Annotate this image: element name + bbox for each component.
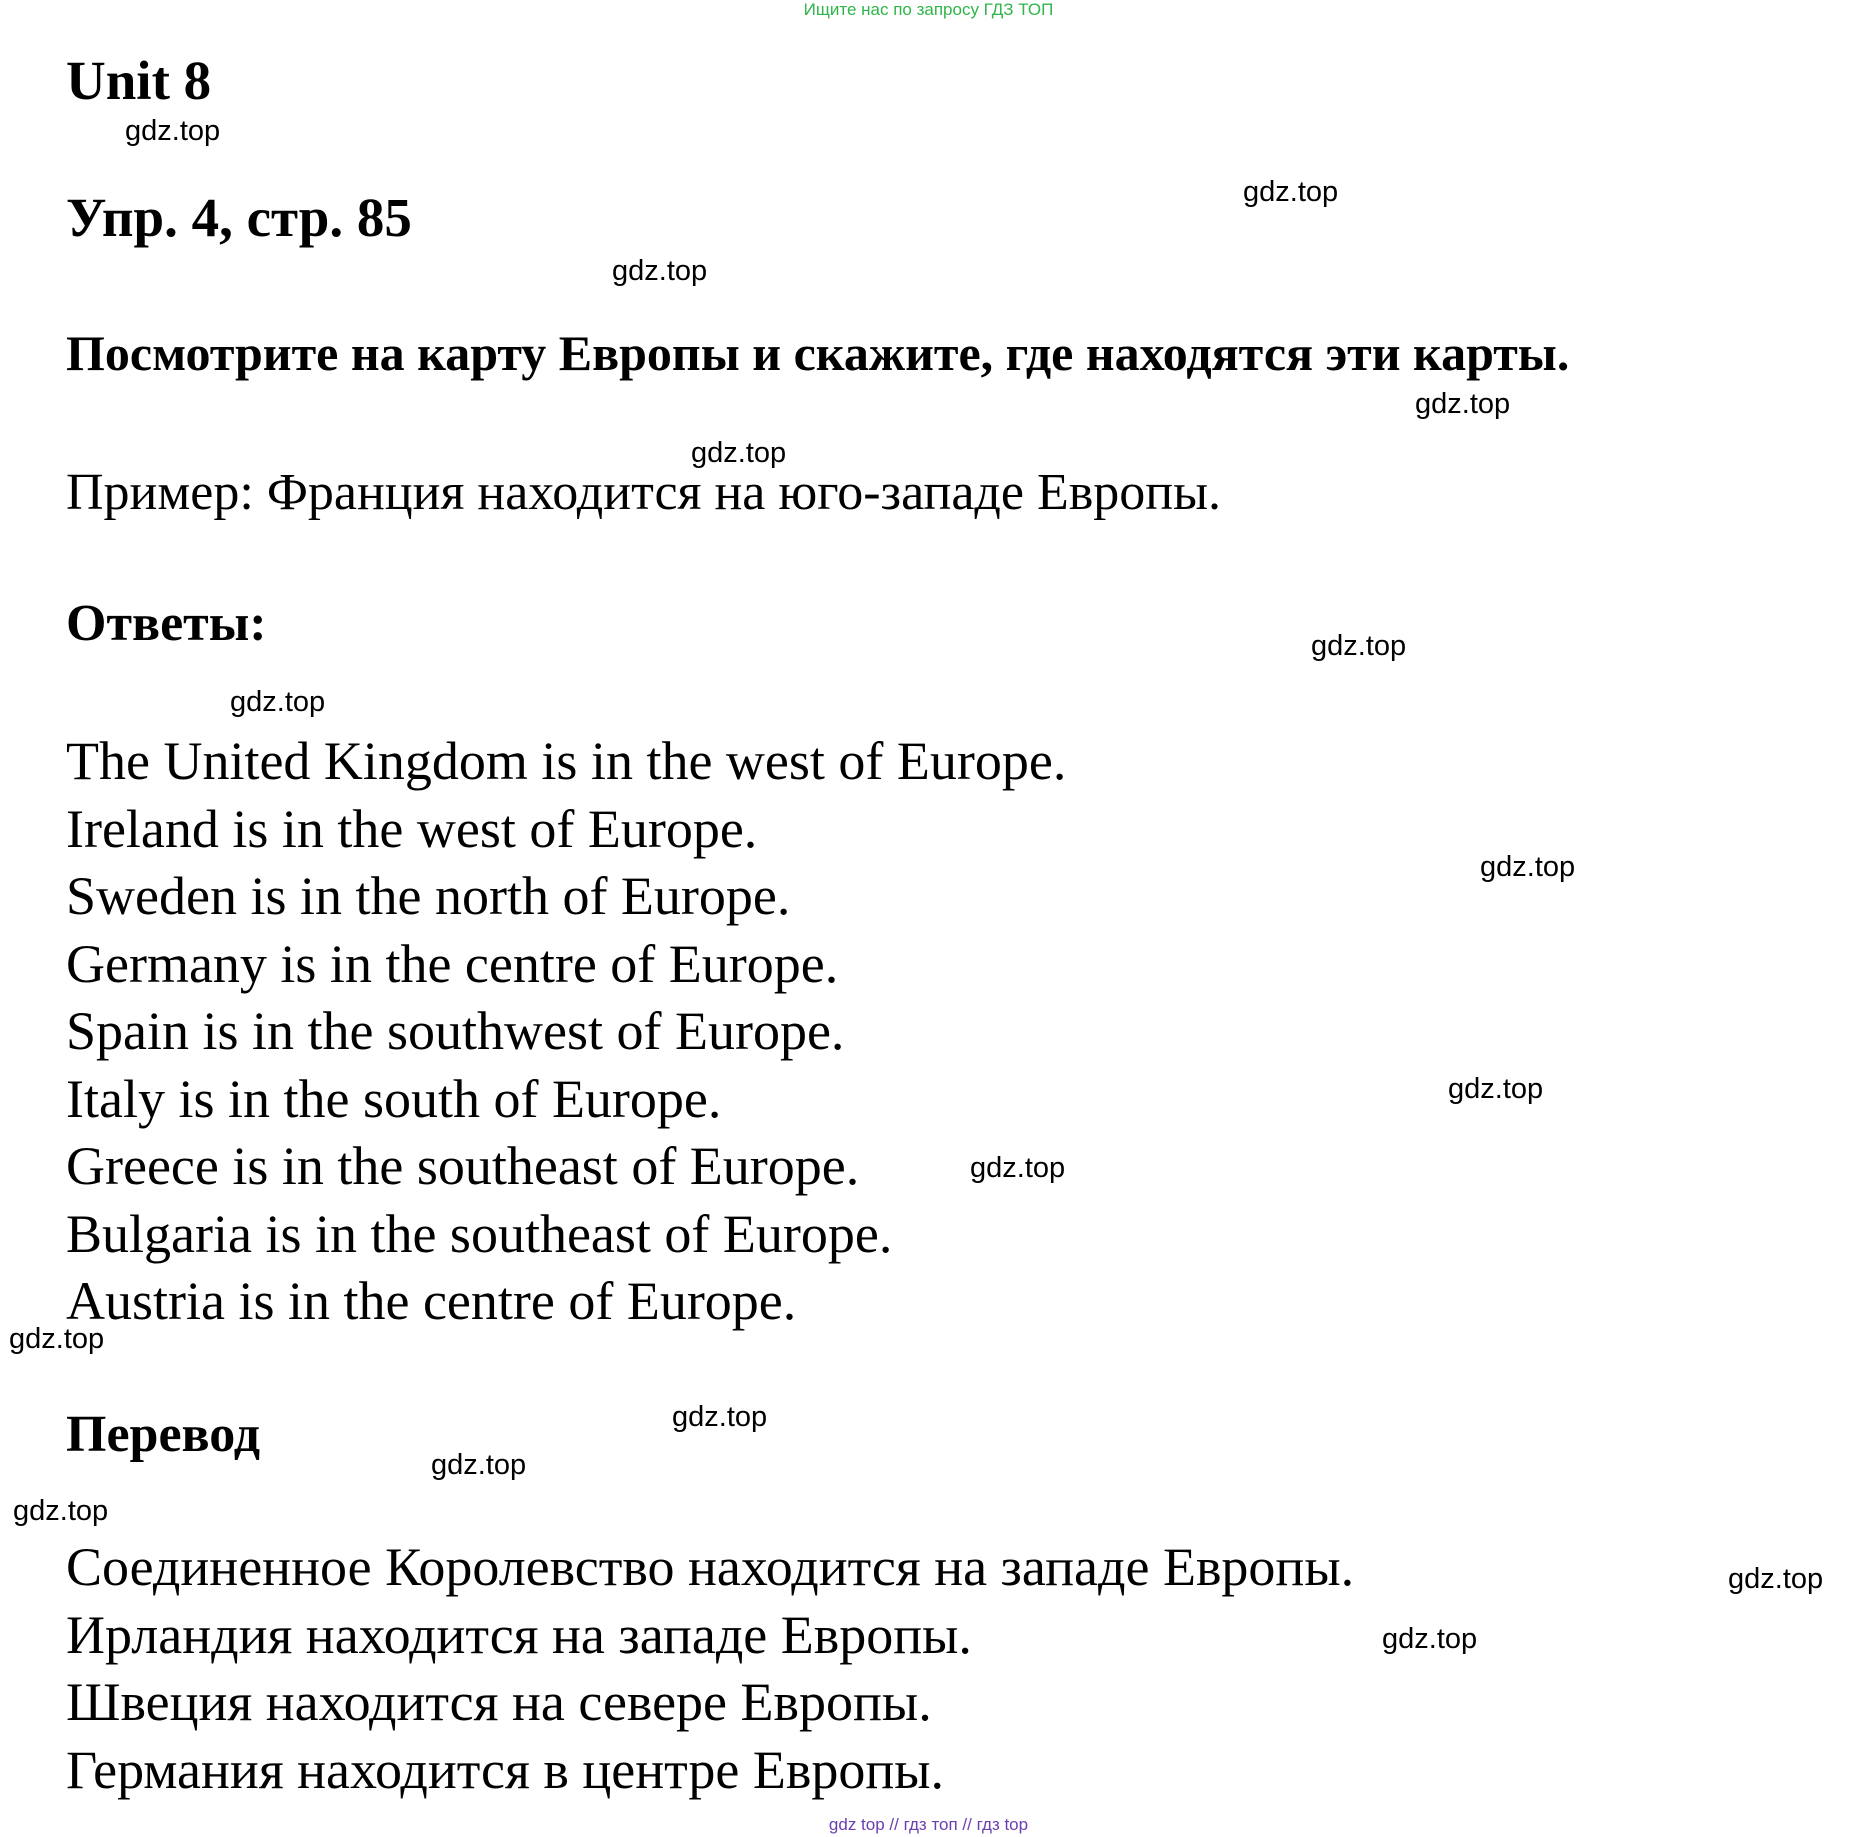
translation-line: Германия находится в центре Европы. bbox=[66, 1739, 945, 1800]
watermark: gdz.top bbox=[125, 115, 221, 147]
watermark: gdz.top bbox=[1311, 630, 1407, 662]
example-sentence: Пример: Франция находится на юго-западе Европы. bbox=[66, 464, 1222, 521]
watermark: gdz.top bbox=[970, 1152, 1066, 1184]
answer-line: Italy is in the south of Europe. bbox=[66, 1068, 722, 1129]
watermark: gdz.top bbox=[1480, 851, 1576, 883]
footer-links: gdz top // гдз топ // гдз top bbox=[828, 1815, 1029, 1834]
translation-heading: Перевод bbox=[66, 1406, 261, 1463]
answer-line: The United Kingdom is in the west of Europe. bbox=[66, 731, 1067, 791]
watermark: gdz.top bbox=[13, 1495, 109, 1527]
answer-line: Greece is in the southeast of Europe. bbox=[66, 1136, 860, 1196]
translation-line: Соединенное Королевство находится на западе Европы. bbox=[66, 1537, 1355, 1597]
answer-line: Bulgaria is in the southeast of Europe. bbox=[66, 1203, 893, 1264]
watermark: gdz.top bbox=[1243, 176, 1339, 208]
watermark: gdz.top bbox=[612, 255, 708, 287]
watermark: gdz.top bbox=[1415, 388, 1511, 420]
answer-line: Ireland is in the west of Europe. bbox=[66, 798, 758, 859]
watermark: gdz.top bbox=[691, 437, 787, 469]
top-banner: Ищите нас по запросу ГДЗ ТОП bbox=[803, 0, 1054, 19]
answer-line: Spain is in the southwest of Europe. bbox=[66, 1001, 845, 1061]
answer-line: Austria is in the centre of Europe. bbox=[66, 1271, 797, 1331]
watermark: gdz.top bbox=[672, 1401, 768, 1433]
answer-line: Sweden is in the north of Europe. bbox=[66, 866, 791, 926]
watermark: gdz.top bbox=[1728, 1563, 1824, 1595]
unit-title: Unit 8 bbox=[66, 50, 212, 111]
task-instruction: Посмотрите на карту Европы и скажите, где находятся эти карты. bbox=[66, 325, 1570, 381]
answers-list bbox=[66, 728, 1066, 1336]
translation-list bbox=[66, 1534, 1354, 1804]
watermark: gdz.top bbox=[230, 686, 326, 718]
translation-line: Швеция находится на севере Европы. bbox=[66, 1672, 932, 1732]
answers-heading: Ответы: bbox=[66, 595, 267, 652]
answer-line: Germany is in the centre of Europe. bbox=[66, 933, 839, 994]
watermark: gdz.top bbox=[1382, 1623, 1478, 1655]
watermark: gdz.top bbox=[9, 1323, 105, 1355]
exercise-title: Упр. 4, стр. 85 bbox=[66, 187, 412, 248]
watermark: gdz.top bbox=[431, 1449, 527, 1481]
translation-line: Ирландия находится на западе Европы. bbox=[66, 1604, 972, 1665]
watermark: gdz.top bbox=[1448, 1073, 1544, 1105]
